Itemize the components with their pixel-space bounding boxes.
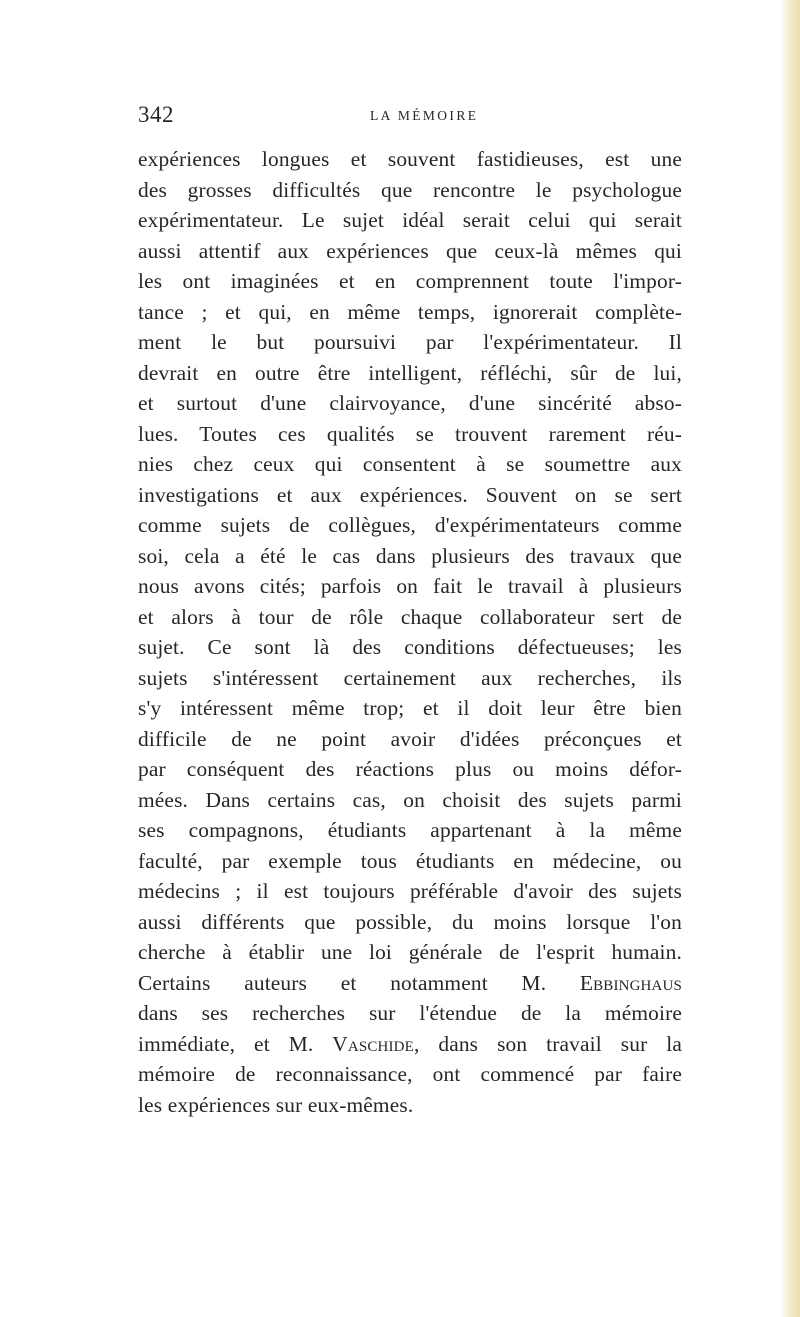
page-number: 342 bbox=[138, 102, 174, 127]
text-segment: immédiate, et M. bbox=[138, 1031, 333, 1056]
text-segment: Certains auteurs et notamment M. bbox=[138, 970, 580, 995]
text-line: faculté, par exemple tous étudiants en médecine, ou bbox=[138, 848, 682, 873]
text-line: sujet. Ce sont là des conditions défectueuses; les bbox=[138, 635, 682, 659]
text-line: les ont imaginées et en comprennent toute l'impor- bbox=[138, 269, 682, 293]
author-name-ebbinghaus: Ebbinghaus bbox=[579, 970, 682, 995]
text-line: des grosses difficultés que rencontre le psychologue bbox=[138, 177, 682, 202]
text-line: aussi attentif aux expériences que ceux-là mêmes qui bbox=[138, 238, 682, 263]
text-line: cherche à établir une loi générale de l'esprit humain. bbox=[138, 940, 682, 964]
text-line: nies chez ceux qui consentent à se soumettre aux bbox=[138, 452, 682, 476]
text-line: mémoire de reconnaissance, ont commencé par faire bbox=[138, 1062, 682, 1086]
text-line: nous avons cités; parfois on fait le travail à plusieurs bbox=[138, 574, 682, 598]
text-line: expériences longues et souvent fastidieuses, est une bbox=[138, 147, 682, 171]
text-line: comme sujets de collègues, d'expérimentateurs comme bbox=[138, 513, 682, 537]
text-line: sujets s'intéressent certainement aux recherches, ils bbox=[138, 665, 682, 690]
text-segment: , dans son travail sur la bbox=[413, 1031, 682, 1056]
text-line: s'y intéressent même trop; et il doit leur être bien bbox=[138, 696, 682, 720]
text-line: investigations et aux expériences. Souvent on se sert bbox=[138, 482, 682, 507]
text-line: et alors à tour de rôle chaque collaborateur sert de bbox=[138, 604, 682, 629]
text-line: les expériences sur eux-mêmes. bbox=[138, 1092, 414, 1117]
body-text bbox=[138, 144, 682, 1120]
text-line: ment le but poursuivi par l'expérimentateur. Il bbox=[138, 330, 682, 354]
author-name-vaschide: Vaschide bbox=[332, 1031, 414, 1056]
text-line: mées. Dans certains cas, on choisit des sujets parmi bbox=[138, 787, 682, 812]
page-edge-shading bbox=[780, 0, 800, 1317]
text-line: médecins ; il est toujours préférable d'avoir des sujets bbox=[138, 879, 682, 903]
text-line: dans ses recherches sur l'étendue de la mémoire bbox=[138, 1001, 682, 1025]
running-title: LA MÉMOIRE bbox=[370, 108, 479, 123]
text-line bbox=[138, 968, 682, 999]
text-line: par conséquent des réactions plus ou moins défor- bbox=[138, 757, 682, 781]
text-line bbox=[138, 1029, 682, 1060]
text-line: expérimentateur. Le sujet idéal serait celui qui serait bbox=[138, 208, 682, 232]
page-header bbox=[138, 102, 682, 132]
text-line: soi, cela a été le cas dans plusieurs des travaux que bbox=[138, 543, 682, 568]
text-line: ses compagnons, étudiants appartenant à la même bbox=[138, 818, 682, 842]
text-line: difficile de ne point avoir d'idées préconçues et bbox=[138, 726, 682, 751]
text-line: lues. Toutes ces qualités se trouvent rarement réu- bbox=[138, 421, 682, 446]
text-line: et surtout d'une clairvoyance, d'une sincérité abso- bbox=[138, 391, 682, 415]
text-line: devrait en outre être intelligent, réfléchi, sûr de lui, bbox=[138, 360, 682, 385]
text-line: tance ; et qui, en même temps, ignorerait complète- bbox=[138, 299, 682, 324]
text-line: aussi différents que possible, du moins lorsque l'on bbox=[138, 909, 682, 934]
